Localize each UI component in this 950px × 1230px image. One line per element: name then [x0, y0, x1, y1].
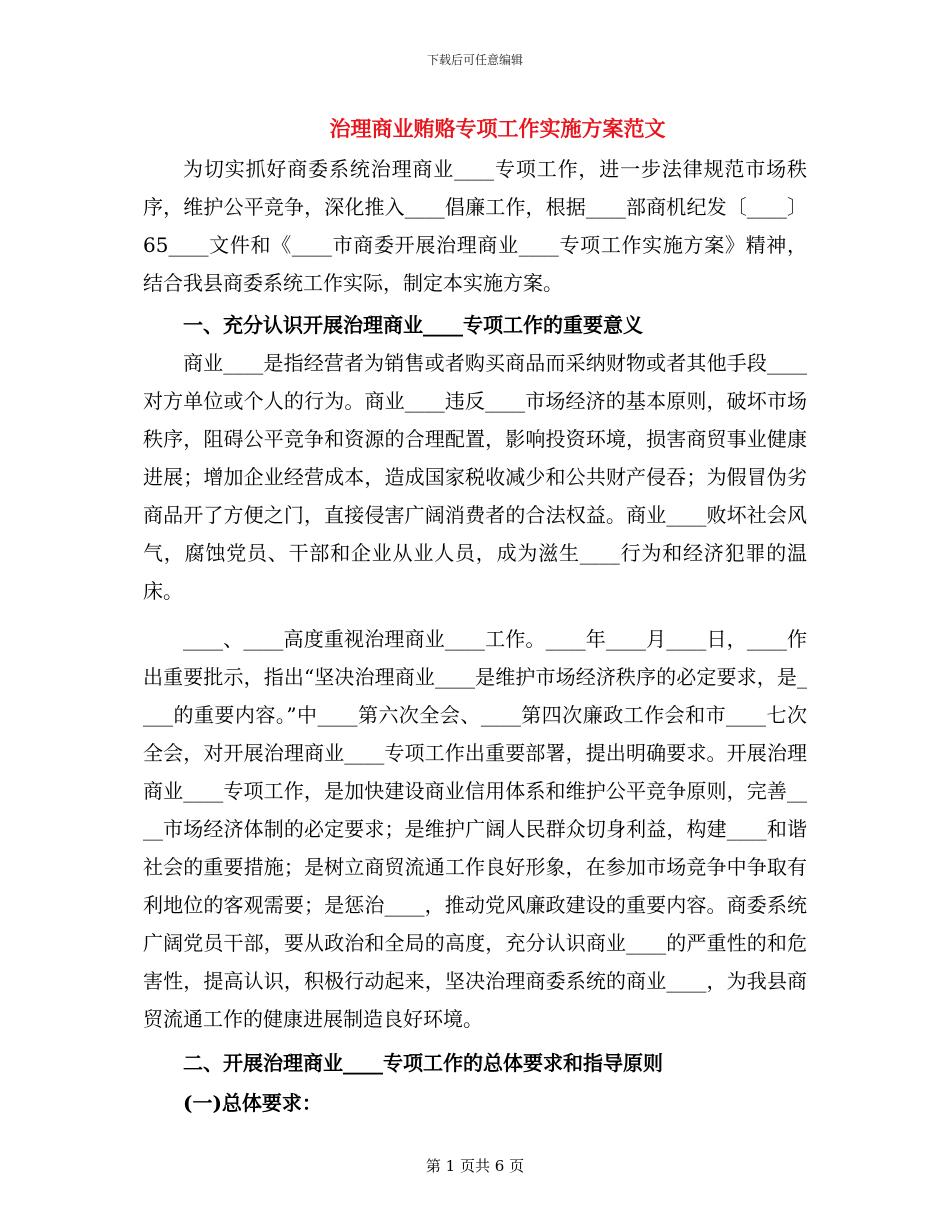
- document-body: [143, 150, 807, 1122]
- intro-paragraph: 为切实抓好商委系统治理商业____专项工作，进一步法律规范市场秩序，维护公平竞争，深化推入____倡廉工作，根据____部商机纪发〔____〕65____文件和《____市商委开展治理商业____专项工作实施方案》精神，结合我县商委系统工作实际，制定本实施方案。: [143, 157, 807, 295]
- document-title: 治理商业贿赂专项工作实施方案范文: [329, 116, 666, 141]
- section-1-heading: 一、充分认识开展治理商业____专项工作的重要意义: [183, 313, 643, 337]
- section-1-paragraph-1: 商业____是指经营者为销售或者购买商品而采纳财物或者其他手段____对方单位或个人的行为。商业____违反____市场经济的基本原则，破坏市场秩序，阻碍公平竞争和资源的合理配置，影响投资环境，损害商贸事业健康进展；增加企业经营成本，造成国家税收减少和公共财产侵吞；为假冒伪劣商品开了方便之门，直接侵害广阔消费者的合法权益。商业____败坏社会风气，腐蚀党员、干部和企业从业人员，成为滋生____行为和经济犯罪的温床。: [143, 351, 807, 603]
- page-number: 第 1 页共 6 页: [425, 1157, 525, 1175]
- section-1-paragraph-2: ____、____高度重视治理商业____工作。____年____月____日，____作出重要批示，指出“坚决治理商业____是维护市场经济秩序的必定要求，是____的重要内容。”中____第六次全会、____第四次廉政工作会和市____七次全会，对开展治理商业____专项工作出重要部署，提出明确要求。开展治理商业____专项工作，是加快建设商业信用体系和维护公平竞争原则，完善____市场经济体制的必定要求；是维护广阔人民群众切身利益，构建____和谐社会的重要措施；是树立商贸流通工作良好形象，在参加市场竞争中争取有利地位的客观需要；是惩治____，推动党风廉政建设的重要内容。商委系统广阔党员干部，要从政治和全局的高度，充分认识商业____的严重性的和危害性，提高认识，积极行动起来，坚决治理商委系统的商业____，为我县商贸流通工作的健康进展制造良好环境。: [143, 627, 807, 1031]
- section-2-heading: 二、开展治理商业____专项工作的总体要求和指导原则: [183, 1051, 663, 1075]
- section-2-subheading-1: (一)总体要求：: [183, 1091, 322, 1115]
- page-header: 下载后可任意编辑: [426, 53, 523, 67]
